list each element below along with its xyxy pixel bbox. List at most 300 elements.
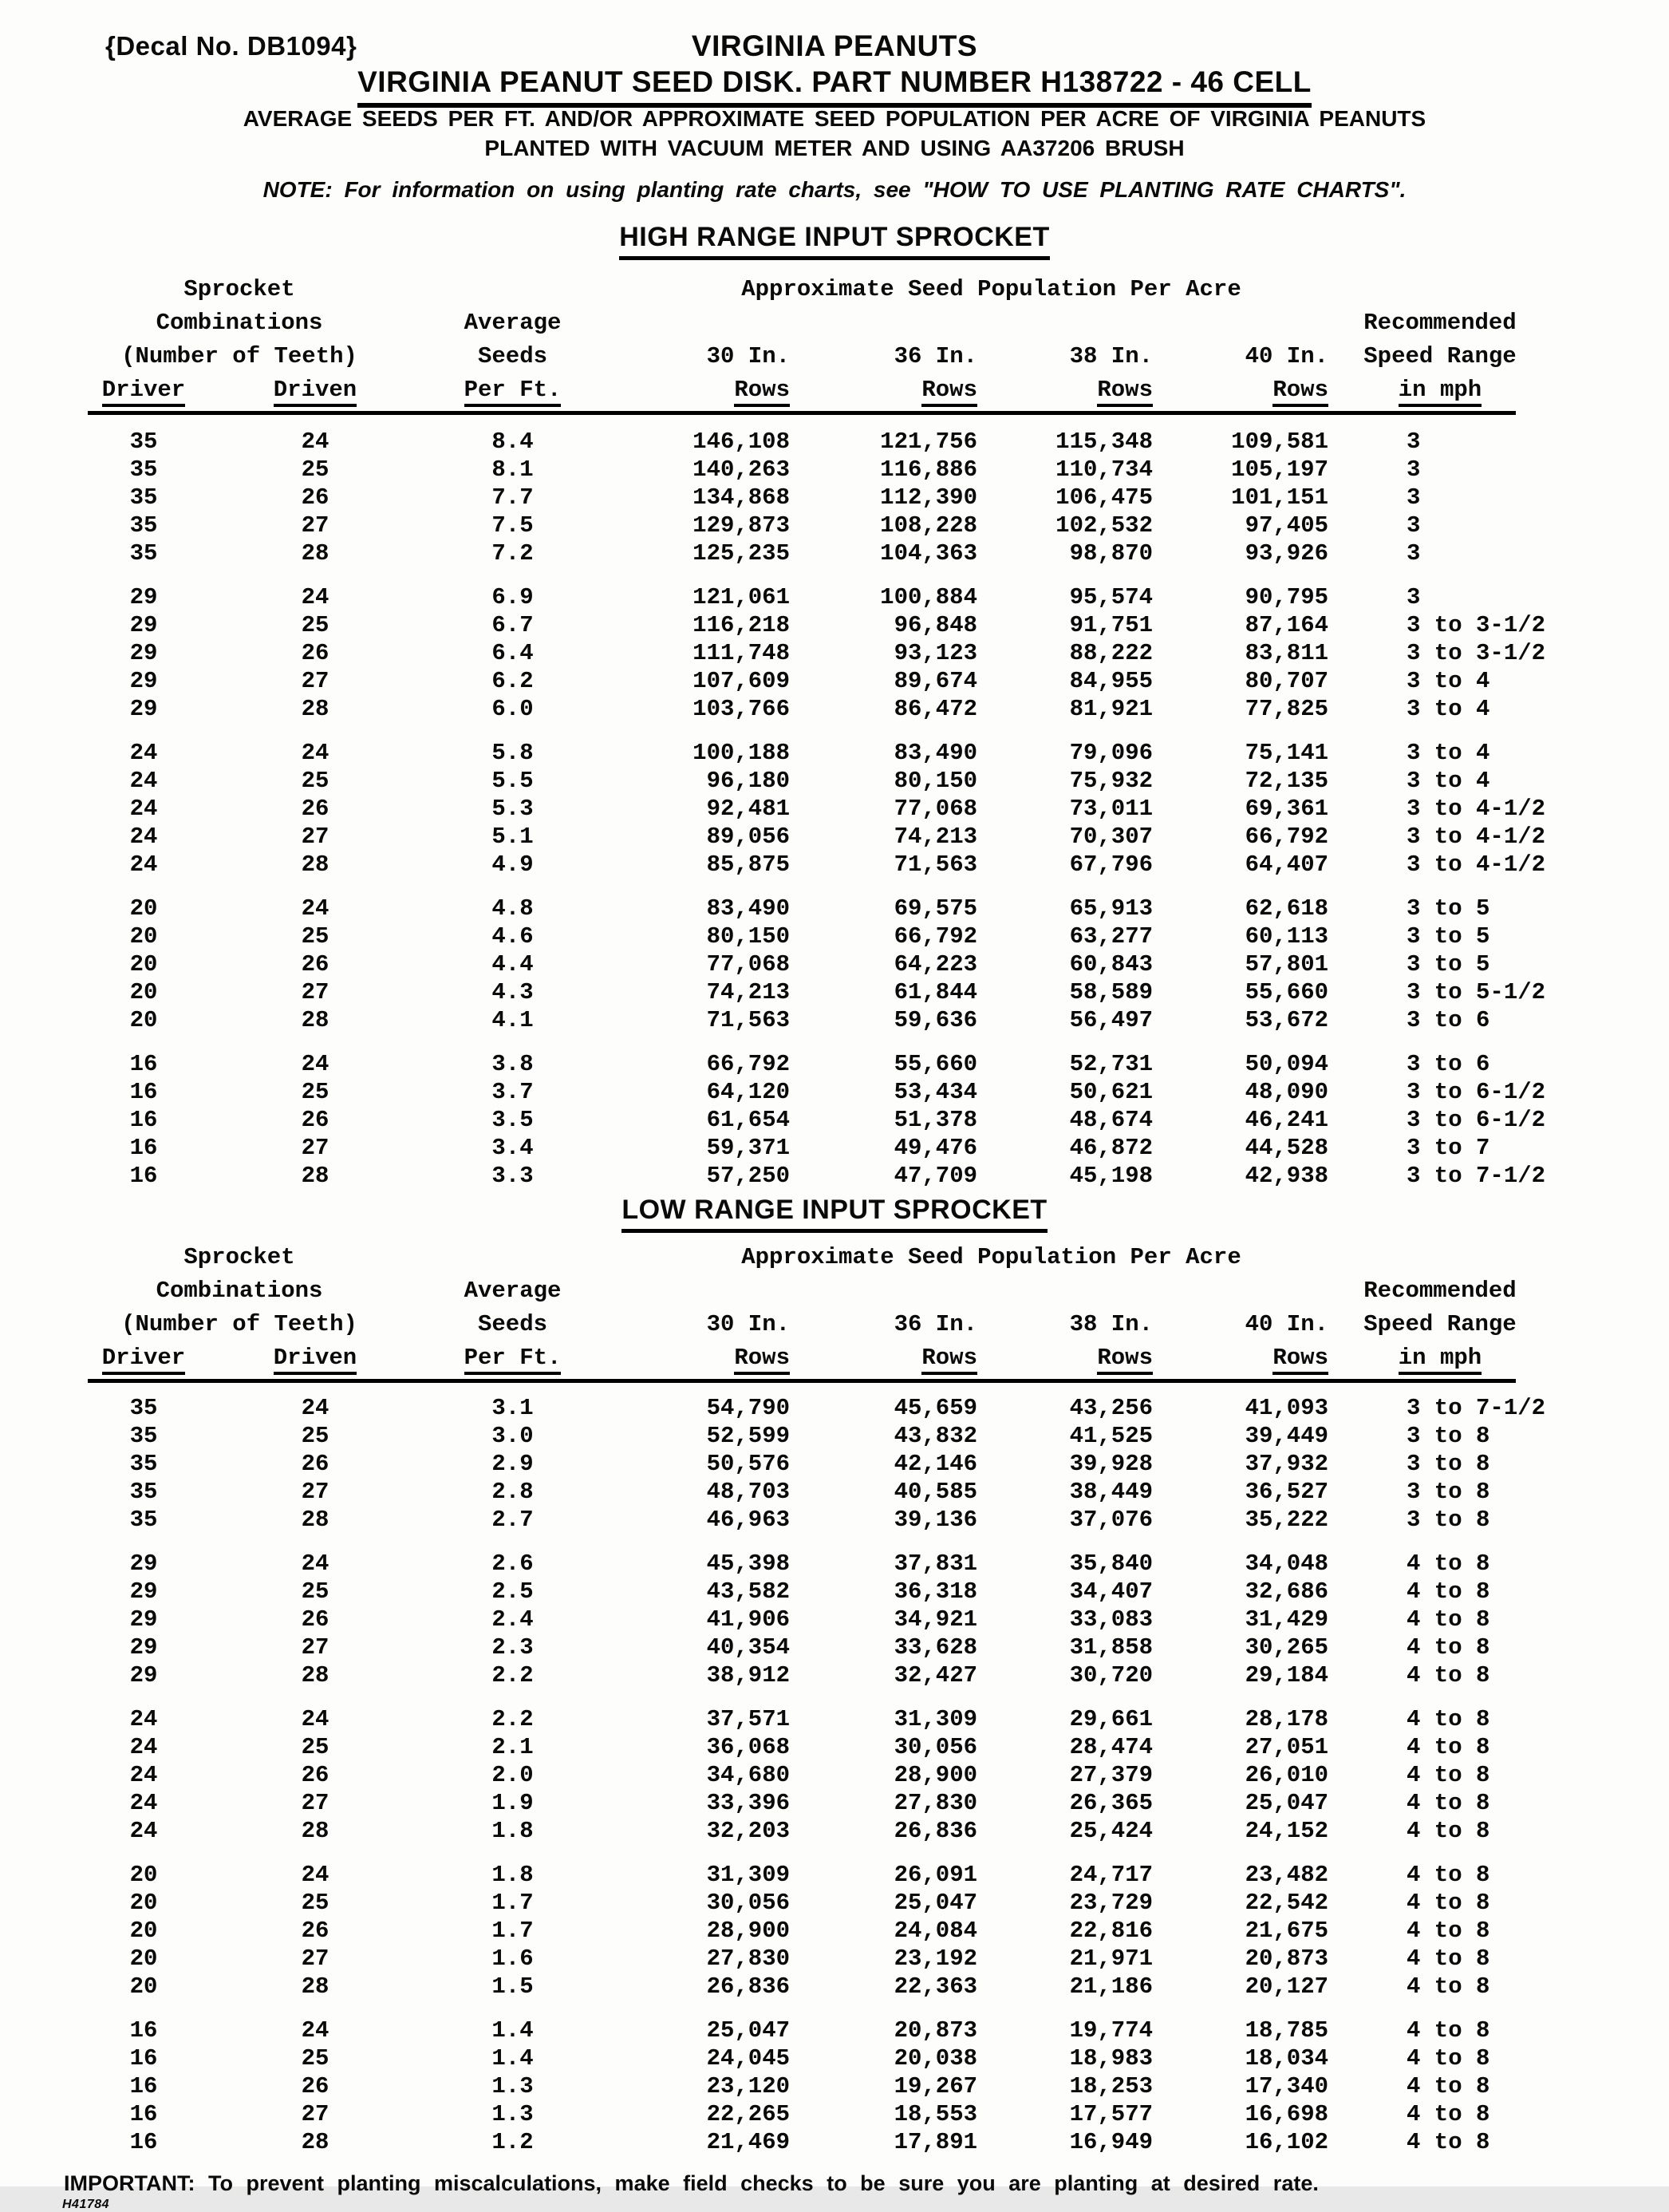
pop-30in-value: 57,250: [706, 1163, 790, 1189]
speed-range-value: 4 to 8: [1407, 2017, 1490, 2044]
col-header-38in: 38 In.: [1069, 1311, 1153, 1337]
pop-40in-value: 75,141: [1245, 740, 1328, 766]
speed-range-value: 3 to 8: [1407, 1479, 1490, 1505]
table-row: [88, 1889, 1544, 1917]
pop-38in-value: 27,379: [1069, 1762, 1153, 1788]
seeds-per-ft-value: 8.1: [491, 456, 534, 483]
driven-value: 26: [301, 1762, 329, 1788]
driver-value: 24: [129, 851, 158, 878]
seeds-per-ft-value: 1.8: [491, 1818, 534, 1844]
speed-range-value: 4 to 8: [1407, 1606, 1490, 1633]
pop-30in-value: 30,056: [706, 1890, 790, 1916]
table-row: [88, 611, 1544, 639]
seeds-per-ft-value: 5.5: [491, 768, 534, 794]
speed-range-value: 3 to 4-1/2: [1407, 851, 1546, 878]
pop-36in-value: 20,038: [894, 2045, 977, 2072]
pop-40in-value: 109,581: [1231, 429, 1328, 455]
driver-value: 29: [129, 612, 158, 638]
pop-40in-value: 25,047: [1245, 1790, 1328, 1816]
pop-30in-value: 96,180: [706, 768, 790, 794]
seeds-per-ft-value: 2.2: [491, 1706, 534, 1732]
driver-value: 16: [129, 1079, 158, 1105]
pop-30in-value: 45,398: [706, 1550, 790, 1577]
description-line-1: AVERAGE SEEDS PER FT. AND/OR APPROXIMATE SEED POPULATION PER ACRE OF VIRGINIA PEANUTS: [243, 106, 1426, 131]
driven-value: 24: [301, 584, 329, 610]
pop-38in-value: 84,955: [1069, 668, 1153, 694]
seeds-per-ft-value: 8.4: [491, 429, 534, 455]
driven-value: 28: [301, 1973, 329, 2000]
pop-30in-value: 31,309: [706, 1862, 790, 1888]
pop-30in-value: 85,875: [706, 851, 790, 878]
driven-value: 28: [301, 2129, 329, 2155]
pop-30in-value: 71,563: [706, 1007, 790, 1033]
driver-value: 16: [129, 1051, 158, 1077]
driven-value: 26: [301, 640, 329, 666]
seeds-per-ft-value: 4.8: [491, 895, 534, 922]
driven-value: 27: [301, 1135, 329, 1161]
pop-30in-value: 41,906: [706, 1606, 790, 1633]
col-header-average-line1: Average: [464, 1278, 562, 1304]
seeds-per-ft-value: 4.1: [491, 1007, 534, 1033]
seeds-per-ft-value: 7.7: [491, 484, 534, 511]
driver-value: 29: [129, 668, 158, 694]
driver-value: 24: [129, 768, 158, 794]
low-range-section: [0, 1195, 1669, 2156]
pop-30in-value: 125,235: [692, 540, 790, 567]
pop-36in-value: 116,886: [880, 456, 977, 483]
pop-40in-value: 66,792: [1245, 824, 1328, 850]
pop-36in-value: 100,884: [880, 584, 977, 610]
table-row: [88, 1550, 1544, 1578]
pop-40in-value: 22,542: [1245, 1890, 1328, 1916]
driven-value: 24: [301, 895, 329, 922]
pop-36in-value: 23,192: [894, 1945, 977, 1972]
driver-value: 35: [129, 512, 158, 539]
seeds-per-ft-value: 5.3: [491, 796, 534, 822]
driver-value: 16: [129, 2045, 158, 2072]
pop-36in-value: 80,150: [894, 768, 977, 794]
pop-40in-value: 30,265: [1245, 1634, 1328, 1661]
pop-38in-value: 81,921: [1069, 696, 1153, 722]
pop-38in-value: 30,720: [1069, 1662, 1153, 1689]
seeds-per-ft-value: 2.7: [491, 1507, 534, 1533]
pop-36in-value: 32,427: [894, 1662, 977, 1689]
driven-value: 26: [301, 796, 329, 822]
seeds-per-ft-value: 6.4: [491, 640, 534, 666]
pop-36in-value: 69,575: [894, 895, 977, 922]
driver-value: 35: [129, 1451, 158, 1477]
pop-40in-value: 20,127: [1245, 1973, 1328, 2000]
pop-40in-value: 93,926: [1245, 540, 1328, 567]
pop-38in-value: 31,858: [1069, 1634, 1153, 1661]
pop-38in-value: 106,475: [1055, 484, 1153, 511]
pop-30in-value: 23,120: [706, 2073, 790, 2099]
driver-value: 24: [129, 1818, 158, 1844]
description-line-2: PLANTED WITH VACUUM METER AND USING AA37206 BRUSH: [484, 136, 1185, 160]
pop-36in-value: 64,223: [894, 951, 977, 978]
pop-30in-value: 36,068: [706, 1734, 790, 1760]
driven-value: 28: [301, 1818, 329, 1844]
pop-36in-value: 45,659: [894, 1395, 977, 1421]
pop-38in-value: 58,589: [1069, 979, 1153, 1005]
driver-value: 16: [129, 2073, 158, 2099]
seeds-per-ft-value: 3.3: [491, 1163, 534, 1189]
pop-38in-value: 18,253: [1069, 2073, 1153, 2099]
seeds-per-ft-value: 3.0: [491, 1423, 534, 1449]
driven-value: 26: [301, 484, 329, 511]
driven-value: 25: [301, 612, 329, 638]
col-header-driver: Driver: [102, 377, 185, 407]
col-header-speed-line2: Speed Range: [1363, 343, 1517, 369]
pop-38in-value: 115,348: [1055, 429, 1153, 455]
speed-range-value: 3 to 8: [1407, 1423, 1490, 1449]
pop-38in-value: 67,796: [1069, 851, 1153, 878]
pop-38in-value: 33,083: [1069, 1606, 1153, 1633]
driven-value: 27: [301, 1634, 329, 1661]
pop-36in-value: 40,585: [894, 1479, 977, 1505]
pop-36in-value: 104,363: [880, 540, 977, 567]
pop-40in-value: 23,482: [1245, 1862, 1328, 1888]
driven-value: 27: [301, 1790, 329, 1816]
seeds-per-ft-value: 3.7: [491, 1079, 534, 1105]
pop-30in-value: 129,873: [692, 512, 790, 539]
pop-30in-value: 48,703: [706, 1479, 790, 1505]
col-group-sprocket-line2: Combinations: [156, 1278, 323, 1304]
pop-30in-value: 116,218: [692, 612, 790, 638]
speed-range-value: 3 to 8: [1407, 1507, 1490, 1533]
pop-38in-value: 52,731: [1069, 1051, 1153, 1077]
sprocket-group: [88, 895, 1544, 1034]
table-row: [88, 739, 1544, 767]
driven-value: 25: [301, 1890, 329, 1916]
seeds-per-ft-value: 2.9: [491, 1451, 534, 1477]
table-row: [88, 1733, 1544, 1761]
pop-36in-value: 22,363: [894, 1973, 977, 2000]
col-header-in-mph: in mph: [1399, 377, 1482, 407]
seeds-per-ft-value: 2.3: [491, 1634, 534, 1661]
sprocket-group: [88, 739, 1544, 879]
pop-40in-value: 29,184: [1245, 1662, 1328, 1689]
pop-38in-value: 43,256: [1069, 1395, 1153, 1421]
speed-range-value: 4 to 8: [1407, 1790, 1490, 1816]
pop-30in-value: 140,263: [692, 456, 790, 483]
table-row: [88, 2044, 1544, 2072]
table-row: [88, 1394, 1544, 1422]
pop-30in-value: 22,265: [706, 2101, 790, 2127]
header-top-row: [0, 29, 1669, 64]
pop-38in-value: 46,872: [1069, 1135, 1153, 1161]
col-header-speed-line2: Speed Range: [1363, 1311, 1517, 1337]
driven-value: 24: [301, 1395, 329, 1421]
speed-range-value: 3 to 5: [1407, 951, 1490, 978]
pop-30in-value: 121,061: [692, 584, 790, 610]
pop-40in-value: 18,785: [1245, 2017, 1328, 2044]
speed-range-value: 4 to 8: [1407, 1973, 1490, 2000]
driven-value: 25: [301, 1079, 329, 1105]
speed-range-value: 4 to 8: [1407, 1734, 1490, 1760]
pop-36in-value: 26,091: [894, 1862, 977, 1888]
table-row: [88, 667, 1544, 695]
driver-value: 35: [129, 456, 158, 483]
driver-value: 20: [129, 923, 158, 950]
driven-value: 25: [301, 768, 329, 794]
seeds-per-ft-value: 1.4: [491, 2045, 534, 2072]
speed-range-value: 4 to 8: [1407, 1662, 1490, 1689]
driven-value: 26: [301, 1107, 329, 1133]
seeds-per-ft-value: 2.1: [491, 1734, 534, 1760]
note-line: NOTE: For information on using planting rate charts, see "HOW TO USE PLANTING RATE CHARTS".: [262, 177, 1407, 202]
driver-value: 29: [129, 696, 158, 722]
pop-36in-value: 30,056: [894, 1734, 977, 1760]
pop-38in-value: 65,913: [1069, 895, 1153, 922]
pop-38in-value: 56,497: [1069, 1007, 1153, 1033]
pop-30in-value: 40,354: [706, 1634, 790, 1661]
pop-38in-value: 21,186: [1069, 1973, 1153, 2000]
pop-38in-value: 16,949: [1069, 2129, 1153, 2155]
table-row: [88, 767, 1544, 795]
driver-value: 35: [129, 1395, 158, 1421]
col-header-rows-38: Rows: [1097, 1345, 1153, 1375]
pop-38in-value: 95,574: [1069, 584, 1153, 610]
col-header-40in: 40 In.: [1245, 1311, 1328, 1337]
col-group-sprocket-line3: (Number of Teeth): [121, 343, 357, 369]
driven-value: 27: [301, 2101, 329, 2127]
driver-value: 35: [129, 540, 158, 567]
seeds-per-ft-value: 4.3: [491, 979, 534, 1005]
pop-30in-value: 83,490: [706, 895, 790, 922]
driver-value: 35: [129, 429, 158, 455]
driven-value: 28: [301, 1662, 329, 1689]
driven-value: 24: [301, 1051, 329, 1077]
pop-30in-value: 46,963: [706, 1507, 790, 1533]
pop-40in-value: 53,672: [1245, 1007, 1328, 1033]
driven-value: 25: [301, 1578, 329, 1605]
low-range-rows: [88, 1394, 1544, 2156]
seeds-per-ft-value: 2.4: [491, 1606, 534, 1633]
driven-value: 27: [301, 1479, 329, 1505]
pop-40in-value: 27,051: [1245, 1734, 1328, 1760]
table-row: [88, 1705, 1544, 1733]
pop-36in-value: 19,267: [894, 2073, 977, 2099]
seeds-per-ft-value: 2.0: [491, 1762, 534, 1788]
speed-range-value: 3: [1407, 584, 1421, 610]
driven-value: 24: [301, 429, 329, 455]
pop-40in-value: 77,825: [1245, 696, 1328, 722]
pop-38in-value: 79,096: [1069, 740, 1153, 766]
pop-40in-value: 39,449: [1245, 1423, 1328, 1449]
low-range-table: [88, 1241, 1544, 2156]
col-header-rows-38: Rows: [1097, 377, 1153, 407]
header-rule: [88, 1379, 1516, 1383]
col-header-per-ft: Per Ft.: [464, 377, 562, 407]
pop-40in-value: 105,197: [1231, 456, 1328, 483]
seeds-per-ft-value: 2.5: [491, 1578, 534, 1605]
driver-value: 29: [129, 1550, 158, 1577]
speed-range-value: 3: [1407, 456, 1421, 483]
high-range-table: [88, 273, 1544, 1190]
pop-36in-value: 31,309: [894, 1706, 977, 1732]
pop-36in-value: 43,832: [894, 1423, 977, 1449]
col-header-driver: Driver: [102, 1345, 185, 1375]
pop-40in-value: 16,698: [1245, 2101, 1328, 2127]
driven-value: 27: [301, 824, 329, 850]
table-row: [88, 2072, 1544, 2100]
sprocket-group: [88, 1861, 1544, 2001]
pop-40in-value: 16,102: [1245, 2129, 1328, 2155]
speed-range-value: 4 to 8: [1407, 2073, 1490, 2099]
table-row: [88, 922, 1544, 950]
pop-36in-value: 42,146: [894, 1451, 977, 1477]
high-range-section: [0, 222, 1669, 1190]
driver-value: 35: [129, 1507, 158, 1533]
pop-40in-value: 32,686: [1245, 1578, 1328, 1605]
table-row: [88, 1106, 1544, 1134]
driven-value: 27: [301, 979, 329, 1005]
speed-range-value: 3 to 4-1/2: [1407, 824, 1546, 850]
driver-value: 20: [129, 1945, 158, 1972]
col-group-sprocket-line1: Sprocket: [183, 276, 295, 302]
speed-range-value: 3 to 4: [1407, 768, 1490, 794]
table-row: [88, 1945, 1544, 1973]
driver-value: 35: [129, 484, 158, 511]
pop-40in-value: 48,090: [1245, 1079, 1328, 1105]
driven-value: 28: [301, 1507, 329, 1533]
pop-30in-value: 32,203: [706, 1818, 790, 1844]
col-header-30in: 30 In.: [706, 343, 790, 369]
pop-40in-value: 46,241: [1245, 1107, 1328, 1133]
sprocket-group: [88, 1050, 1544, 1190]
driver-value: 24: [129, 1762, 158, 1788]
sprocket-group: [88, 583, 1544, 723]
pop-40in-value: 37,932: [1245, 1451, 1328, 1477]
col-group-population: Approximate Seed Population Per Acre: [741, 1244, 1241, 1270]
pop-40in-value: 26,010: [1245, 1762, 1328, 1788]
table-row: [88, 950, 1544, 978]
table-row: [88, 428, 1544, 456]
seeds-per-ft-value: 3.8: [491, 1051, 534, 1077]
speed-range-value: 3 to 5: [1407, 923, 1490, 950]
pop-36in-value: 34,921: [894, 1606, 977, 1633]
pop-38in-value: 37,076: [1069, 1507, 1153, 1533]
driven-value: 26: [301, 951, 329, 978]
pop-36in-value: 33,628: [894, 1634, 977, 1661]
table-row: [88, 1661, 1544, 1689]
pop-38in-value: 41,525: [1069, 1423, 1153, 1449]
table-row: [88, 2100, 1544, 2128]
pop-30in-value: 146,108: [692, 429, 790, 455]
pop-38in-value: 17,577: [1069, 2101, 1153, 2127]
driver-value: 24: [129, 1790, 158, 1816]
table-row: [88, 1606, 1544, 1633]
pop-38in-value: 70,307: [1069, 824, 1153, 850]
pop-30in-value: 26,836: [706, 1973, 790, 2000]
seeds-per-ft-value: 3.4: [491, 1135, 534, 1161]
driver-value: 35: [129, 1423, 158, 1449]
driven-value: 28: [301, 696, 329, 722]
pop-38in-value: 60,843: [1069, 951, 1153, 978]
seeds-per-ft-value: 3.5: [491, 1107, 534, 1133]
col-header-average-line2: Seeds: [477, 343, 547, 369]
pop-40in-value: 64,407: [1245, 851, 1328, 878]
form-number: H41784: [62, 2198, 110, 2211]
table-row: [88, 1578, 1544, 1606]
speed-range-value: 4 to 8: [1407, 1634, 1490, 1661]
pop-38in-value: 23,729: [1069, 1890, 1153, 1916]
seeds-per-ft-value: 4.9: [491, 851, 534, 878]
pop-30in-value: 33,396: [706, 1790, 790, 1816]
driver-value: 35: [129, 1479, 158, 1505]
sprocket-group: [88, 1705, 1544, 1845]
driver-value: 16: [129, 1135, 158, 1161]
pop-36in-value: 121,756: [880, 429, 977, 455]
section-heading-high-range: HIGH RANGE INPUT SPROCKET: [619, 222, 1050, 260]
pop-38in-value: 21,971: [1069, 1945, 1153, 1972]
col-header-rows-30: Rows: [734, 377, 790, 407]
pop-30in-value: 107,609: [692, 668, 790, 694]
col-header-rows-30: Rows: [734, 1345, 790, 1375]
sprocket-group: [88, 1394, 1544, 1534]
table-row: [88, 823, 1544, 851]
pop-30in-value: 74,213: [706, 979, 790, 1005]
speed-range-value: 3: [1407, 512, 1421, 539]
pop-40in-value: 18,034: [1245, 2045, 1328, 2072]
seeds-per-ft-value: 6.9: [491, 584, 534, 610]
driven-value: 27: [301, 1945, 329, 1972]
speed-range-value: 4 to 8: [1407, 1578, 1490, 1605]
table-row: [88, 1973, 1544, 2001]
speed-range-value: 3 to 7-1/2: [1407, 1163, 1546, 1189]
col-header-per-ft: Per Ft.: [464, 1345, 562, 1375]
speed-range-value: 3 to 4-1/2: [1407, 796, 1546, 822]
speed-range-value: 4 to 8: [1407, 1706, 1490, 1732]
table-row: [88, 1006, 1544, 1034]
driver-value: 24: [129, 1734, 158, 1760]
col-header-average-line2: Seeds: [477, 1311, 547, 1337]
pop-36in-value: 28,900: [894, 1762, 977, 1788]
pop-38in-value: 18,983: [1069, 2045, 1153, 2072]
pop-38in-value: 88,222: [1069, 640, 1153, 666]
pop-36in-value: 108,228: [880, 512, 977, 539]
speed-range-value: 3 to 7: [1407, 1135, 1490, 1161]
pop-40in-value: 41,093: [1245, 1395, 1328, 1421]
table-row: [88, 1789, 1544, 1817]
pop-38in-value: 39,928: [1069, 1451, 1153, 1477]
speed-range-value: 4 to 8: [1407, 1890, 1490, 1916]
col-header-rows-36: Rows: [921, 1345, 977, 1375]
pop-36in-value: 59,636: [894, 1007, 977, 1033]
pop-30in-value: 111,748: [692, 640, 790, 666]
driven-value: 25: [301, 456, 329, 483]
table-row: [88, 1917, 1544, 1945]
seeds-per-ft-value: 7.2: [491, 540, 534, 567]
pop-38in-value: 91,751: [1069, 612, 1153, 638]
driver-value: 24: [129, 824, 158, 850]
pop-40in-value: 80,707: [1245, 668, 1328, 694]
pop-30in-value: 54,790: [706, 1395, 790, 1421]
col-header-driven: Driven: [274, 377, 357, 407]
section-heading-low-range: LOW RANGE INPUT SPROCKET: [621, 1195, 1047, 1233]
seeds-per-ft-value: 7.5: [491, 512, 534, 539]
pop-36in-value: 74,213: [894, 824, 977, 850]
speed-range-value: 4 to 8: [1407, 2045, 1490, 2072]
pop-38in-value: 34,407: [1069, 1578, 1153, 1605]
pop-38in-value: 45,198: [1069, 1163, 1153, 1189]
pop-30in-value: 43,582: [706, 1578, 790, 1605]
seeds-per-ft-value: 2.2: [491, 1662, 534, 1689]
driver-value: 24: [129, 796, 158, 822]
driver-value: 29: [129, 1606, 158, 1633]
pop-40in-value: 72,135: [1245, 768, 1328, 794]
